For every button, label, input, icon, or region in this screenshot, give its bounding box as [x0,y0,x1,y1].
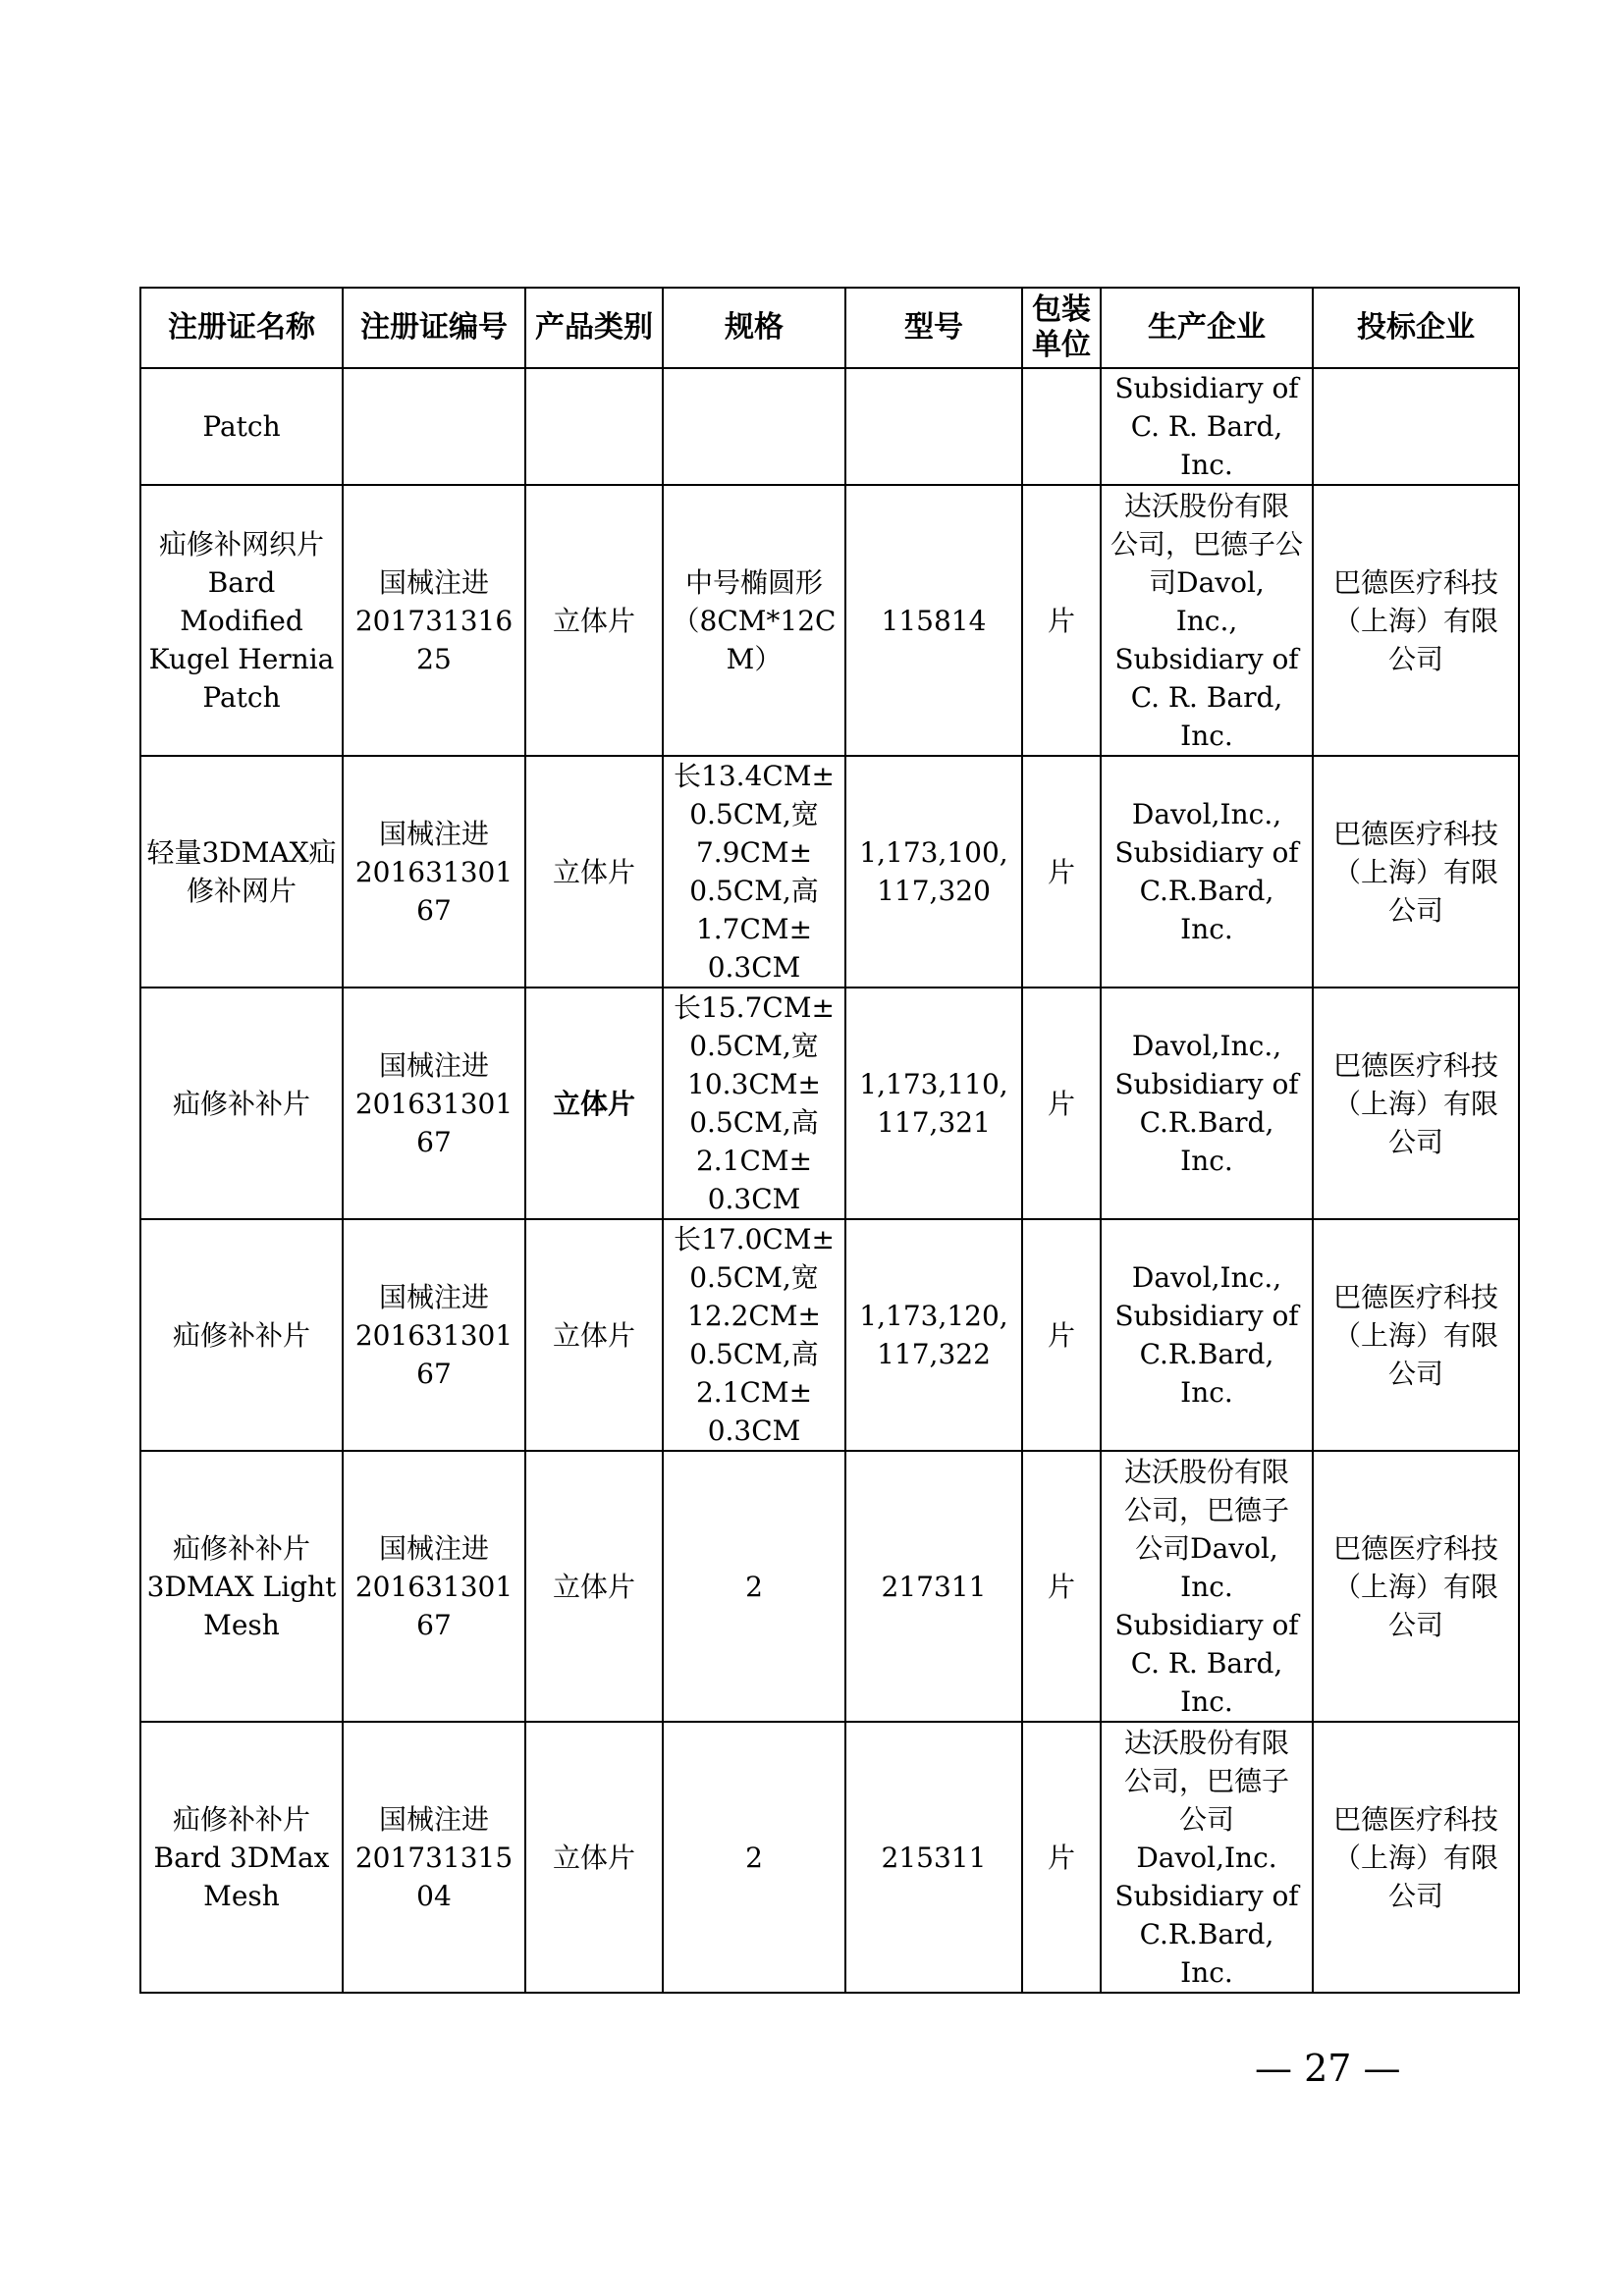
page-number: — 27 — [1255,2047,1401,2090]
cell-unit: 片 [1022,1451,1101,1722]
cell-cert-number: 国械注进 20163130167 [343,1451,525,1722]
cell-spec: 长15.7CM± 0.5CM,宽 10.3CM± 0.5CM,高 2.1CM± 0.3CM [663,988,845,1219]
cell-cert-number [343,368,525,485]
table-row [140,1219,1519,1451]
header-row [140,288,1519,368]
cell-cert-name: 疝修补补片 Bard 3DMax Mesh [140,1722,343,1993]
header-cert-number: 注册证编号 [343,288,525,368]
cell-unit: 片 [1022,1722,1101,1993]
table-row [140,988,1519,1219]
cell-category: 立体片 [525,1219,663,1451]
cell-unit [1022,368,1101,485]
cell-manufacturer: Davol,Inc., Subsidiary of C.R.Bard, Inc. [1101,988,1313,1219]
cell-spec: 中号椭圆形 （8CM*12CM） [663,485,845,756]
header-model: 型号 [845,288,1022,368]
cell-unit: 片 [1022,988,1101,1219]
cell-bidder: 巴德医疗科技 （上海）有限 公司 [1313,1722,1519,1993]
cell-cert-name: Patch [140,368,343,485]
cell-spec: 长17.0CM± 0.5CM,宽 12.2CM± 0.5CM,高 2.1CM± 0.3CM [663,1219,845,1451]
cell-category: 立体片 [525,485,663,756]
table-row [140,368,1519,485]
cell-model: 1,173,110, 117,321 [845,988,1022,1219]
header-spec: 规格 [663,288,845,368]
header-bidder: 投标企业 [1313,288,1519,368]
table-row [140,1722,1519,1993]
cell-cert-number: 国械注进 20173131504 [343,1722,525,1993]
cell-bidder: 巴德医疗科技 （上海）有限 公司 [1313,756,1519,988]
cell-manufacturer: 达沃股份有限 公司，巴德子 公司Davol, Inc. Subsidiary of C. R. Bard, Inc. [1101,1451,1313,1722]
cell-unit: 片 [1022,1219,1101,1451]
cell-model: 1,173,120, 117,322 [845,1219,1022,1451]
cell-model [845,368,1022,485]
product-table [139,287,1520,1994]
cell-spec: 2 [663,1722,845,1993]
cell-category [525,368,663,485]
header-category: 产品类别 [525,288,663,368]
cell-bidder: 巴德医疗科技 （上海）有限 公司 [1313,1219,1519,1451]
cell-model: 115814 [845,485,1022,756]
cell-manufacturer: Davol,Inc., Subsidiary of C.R.Bard, Inc. [1101,1219,1313,1451]
header-package-unit: 包装 单位 [1022,288,1101,368]
cell-cert-name: 疝修补补片 3DMAX Light Mesh [140,1451,343,1722]
table-row [140,1451,1519,1722]
cell-model: 217311 [845,1451,1022,1722]
cell-spec [663,368,845,485]
header-cert-name: 注册证名称 [140,288,343,368]
cell-spec: 长13.4CM± 0.5CM,宽 7.9CM± 0.5CM,高 1.7CM± 0.3CM [663,756,845,988]
cell-manufacturer: 达沃股份有限 公司，巴德子 公司 Davol,Inc. Subsidiary of C.R.Bard, Inc. [1101,1722,1313,1993]
cell-model: 1,173,100, 117,320 [845,756,1022,988]
cell-cert-name: 疝修补网织片 Bard Modified Kugel Hernia Patch [140,485,343,756]
cell-cert-name: 疝修补补片 [140,988,343,1219]
cell-category: 立体片 [525,988,663,1219]
cell-model: 215311 [845,1722,1022,1993]
cell-spec: 2 [663,1451,845,1722]
cell-manufacturer: Davol,Inc., Subsidiary of C.R.Bard, Inc. [1101,756,1313,988]
cell-category: 立体片 [525,1451,663,1722]
table-row [140,485,1519,756]
cell-cert-number: 国械注进 20173131625 [343,485,525,756]
cell-manufacturer: 达沃股份有限 公司，巴德子公 司Davol, Inc., Subsidiary of C. R. Bard, Inc. [1101,485,1313,756]
cell-cert-number: 国械注进 20163130167 [343,756,525,988]
cell-cert-name: 疝修补补片 [140,1219,343,1451]
cell-unit: 片 [1022,756,1101,988]
cell-cert-name: 轻量3DMAX疝 修补网片 [140,756,343,988]
cell-category: 立体片 [525,1722,663,1993]
cell-bidder [1313,368,1519,485]
table-row [140,756,1519,988]
cell-bidder: 巴德医疗科技 （上海）有限 公司 [1313,988,1519,1219]
cell-bidder: 巴德医疗科技 （上海）有限 公司 [1313,1451,1519,1722]
cell-cert-number: 国械注进 20163130167 [343,1219,525,1451]
cell-bidder: 巴德医疗科技 （上海）有限 公司 [1313,485,1519,756]
cell-unit: 片 [1022,485,1101,756]
cell-manufacturer: Subsidiary of C. R. Bard, Inc. [1101,368,1313,485]
cell-category: 立体片 [525,756,663,988]
cell-cert-number: 国械注进 20163130167 [343,988,525,1219]
header-manufacturer: 生产企业 [1101,288,1313,368]
